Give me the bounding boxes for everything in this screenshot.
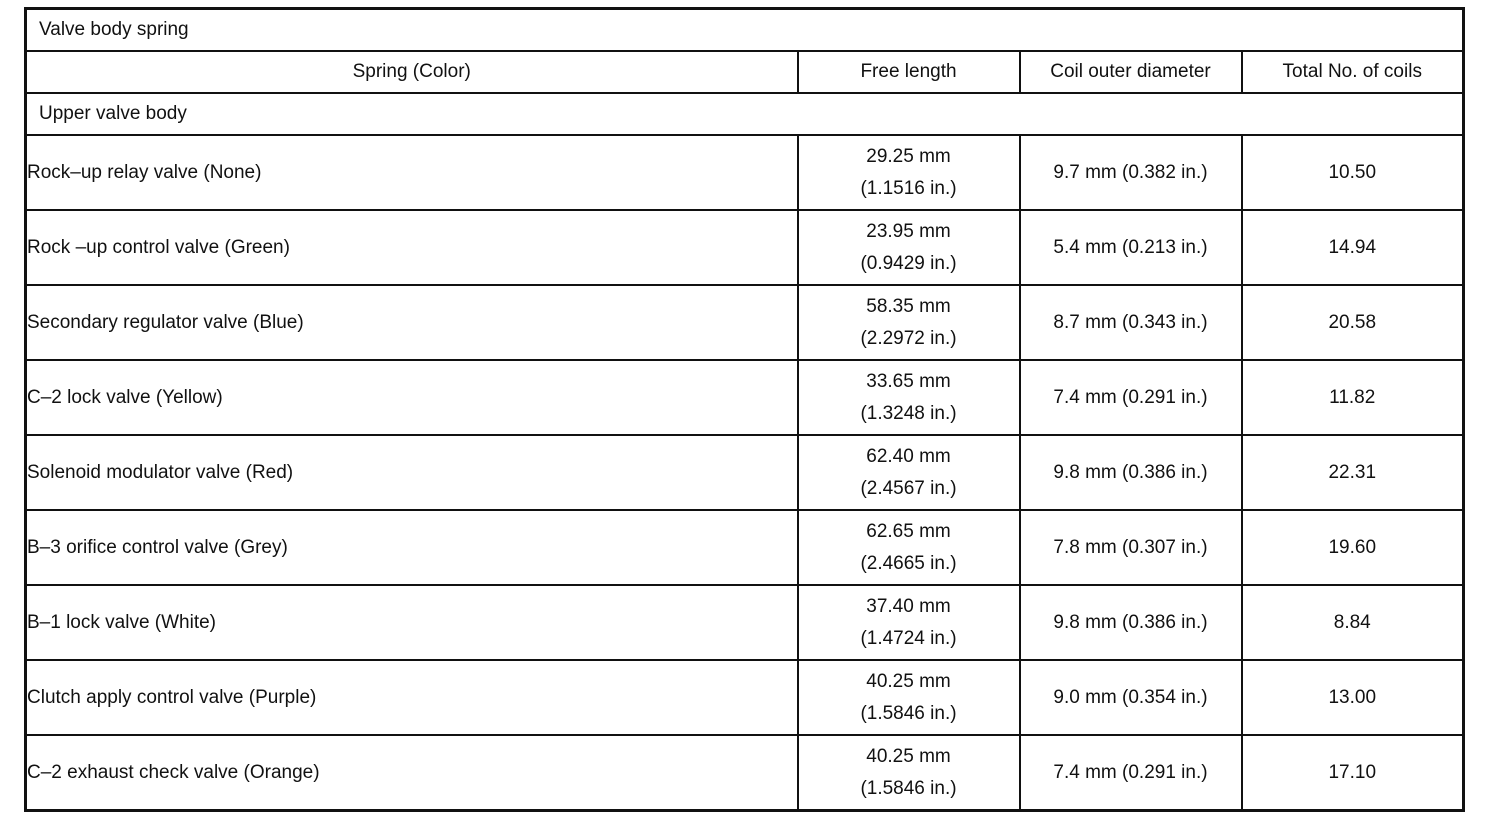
table-row: [26, 510, 1464, 585]
free-length-in: (1.3248 in.): [860, 402, 957, 424]
coil-diameter-cell: 8.7 mm (0.343 in.): [1020, 285, 1242, 360]
coil-diameter-cell: 9.0 mm (0.354 in.): [1020, 660, 1242, 735]
coil-diameter-cell: 9.7 mm (0.382 in.): [1020, 135, 1242, 210]
spring-name-cell: Solenoid modulator valve (Red): [26, 435, 798, 510]
free-length-mm: 40.25 mm: [866, 745, 951, 767]
table-row: [26, 210, 1464, 285]
free-length-in: (1.5846 in.): [860, 702, 957, 724]
header-free-length: Free length: [798, 51, 1020, 93]
free-length-in: (2.2972 in.): [860, 327, 957, 349]
free-length-cell: [798, 435, 1020, 510]
spring-name-cell: B–3 orifice control valve (Grey): [26, 510, 798, 585]
free-length-mm: 23.95 mm: [866, 220, 951, 242]
table-row: [26, 435, 1464, 510]
free-length-in: (1.1516 in.): [860, 177, 957, 199]
coil-diameter-cell: 7.8 mm (0.307 in.): [1020, 510, 1242, 585]
total-coils-cell: 8.84: [1242, 585, 1464, 660]
total-coils-cell: 20.58: [1242, 285, 1464, 360]
total-coils-cell: 14.94: [1242, 210, 1464, 285]
free-length-in: (2.4665 in.): [860, 552, 957, 574]
free-length-mm: 62.65 mm: [866, 520, 951, 542]
total-coils-cell: 11.82: [1242, 360, 1464, 435]
coil-diameter-cell: 5.4 mm (0.213 in.): [1020, 210, 1242, 285]
table-header-row: [26, 51, 1464, 93]
spring-name-cell: C–2 exhaust check valve (Orange): [26, 735, 798, 811]
spring-name-cell: Rock–up relay valve (None): [26, 135, 798, 210]
coil-diameter-cell: 7.4 mm (0.291 in.): [1020, 735, 1242, 811]
spring-name-cell: Clutch apply control valve (Purple): [26, 660, 798, 735]
section-row: [26, 93, 1464, 135]
coil-diameter-cell: 9.8 mm (0.386 in.): [1020, 585, 1242, 660]
free-length-mm: 37.40 mm: [866, 595, 951, 617]
header-total-coils: Total No. of coils: [1242, 51, 1464, 93]
table-row: [26, 360, 1464, 435]
spring-name-cell: B–1 lock valve (White): [26, 585, 798, 660]
free-length-cell: [798, 285, 1020, 360]
header-spring-color: Spring (Color): [26, 51, 798, 93]
table-row: [26, 660, 1464, 735]
coil-diameter-cell: 9.8 mm (0.386 in.): [1020, 435, 1242, 510]
section-label: Upper valve body: [26, 93, 1464, 135]
free-length-mm: 62.40 mm: [866, 445, 951, 467]
free-length-in: (1.4724 in.): [860, 627, 957, 649]
header-coil-outer-diameter: Coil outer diameter: [1020, 51, 1242, 93]
table-title-row: [26, 9, 1464, 52]
free-length-mm: 33.65 mm: [866, 370, 951, 392]
spring-name-cell: C–2 lock valve (Yellow): [26, 360, 798, 435]
table-title: Valve body spring: [26, 9, 1464, 52]
table-row: [26, 585, 1464, 660]
valve-body-spring-table: [24, 7, 1465, 812]
total-coils-cell: 17.10: [1242, 735, 1464, 811]
free-length-cell: [798, 510, 1020, 585]
table-row: [26, 285, 1464, 360]
spring-name-cell: Secondary regulator valve (Blue): [26, 285, 798, 360]
coil-diameter-cell: 7.4 mm (0.291 in.): [1020, 360, 1242, 435]
free-length-in: (1.5846 in.): [860, 777, 957, 799]
table-row: [26, 135, 1464, 210]
free-length-cell: [798, 660, 1020, 735]
total-coils-cell: 19.60: [1242, 510, 1464, 585]
free-length-cell: [798, 135, 1020, 210]
free-length-cell: [798, 735, 1020, 811]
free-length-cell: [798, 210, 1020, 285]
free-length-mm: 40.25 mm: [866, 670, 951, 692]
total-coils-cell: 22.31: [1242, 435, 1464, 510]
spring-name-cell: Rock –up control valve (Green): [26, 210, 798, 285]
total-coils-cell: 13.00: [1242, 660, 1464, 735]
free-length-mm: 29.25 mm: [866, 145, 951, 167]
free-length-in: (0.9429 in.): [860, 252, 957, 274]
free-length-cell: [798, 585, 1020, 660]
total-coils-cell: 10.50: [1242, 135, 1464, 210]
free-length-cell: [798, 360, 1020, 435]
free-length-in: (2.4567 in.): [860, 477, 957, 499]
table-row: [26, 735, 1464, 811]
free-length-mm: 58.35 mm: [866, 295, 951, 317]
